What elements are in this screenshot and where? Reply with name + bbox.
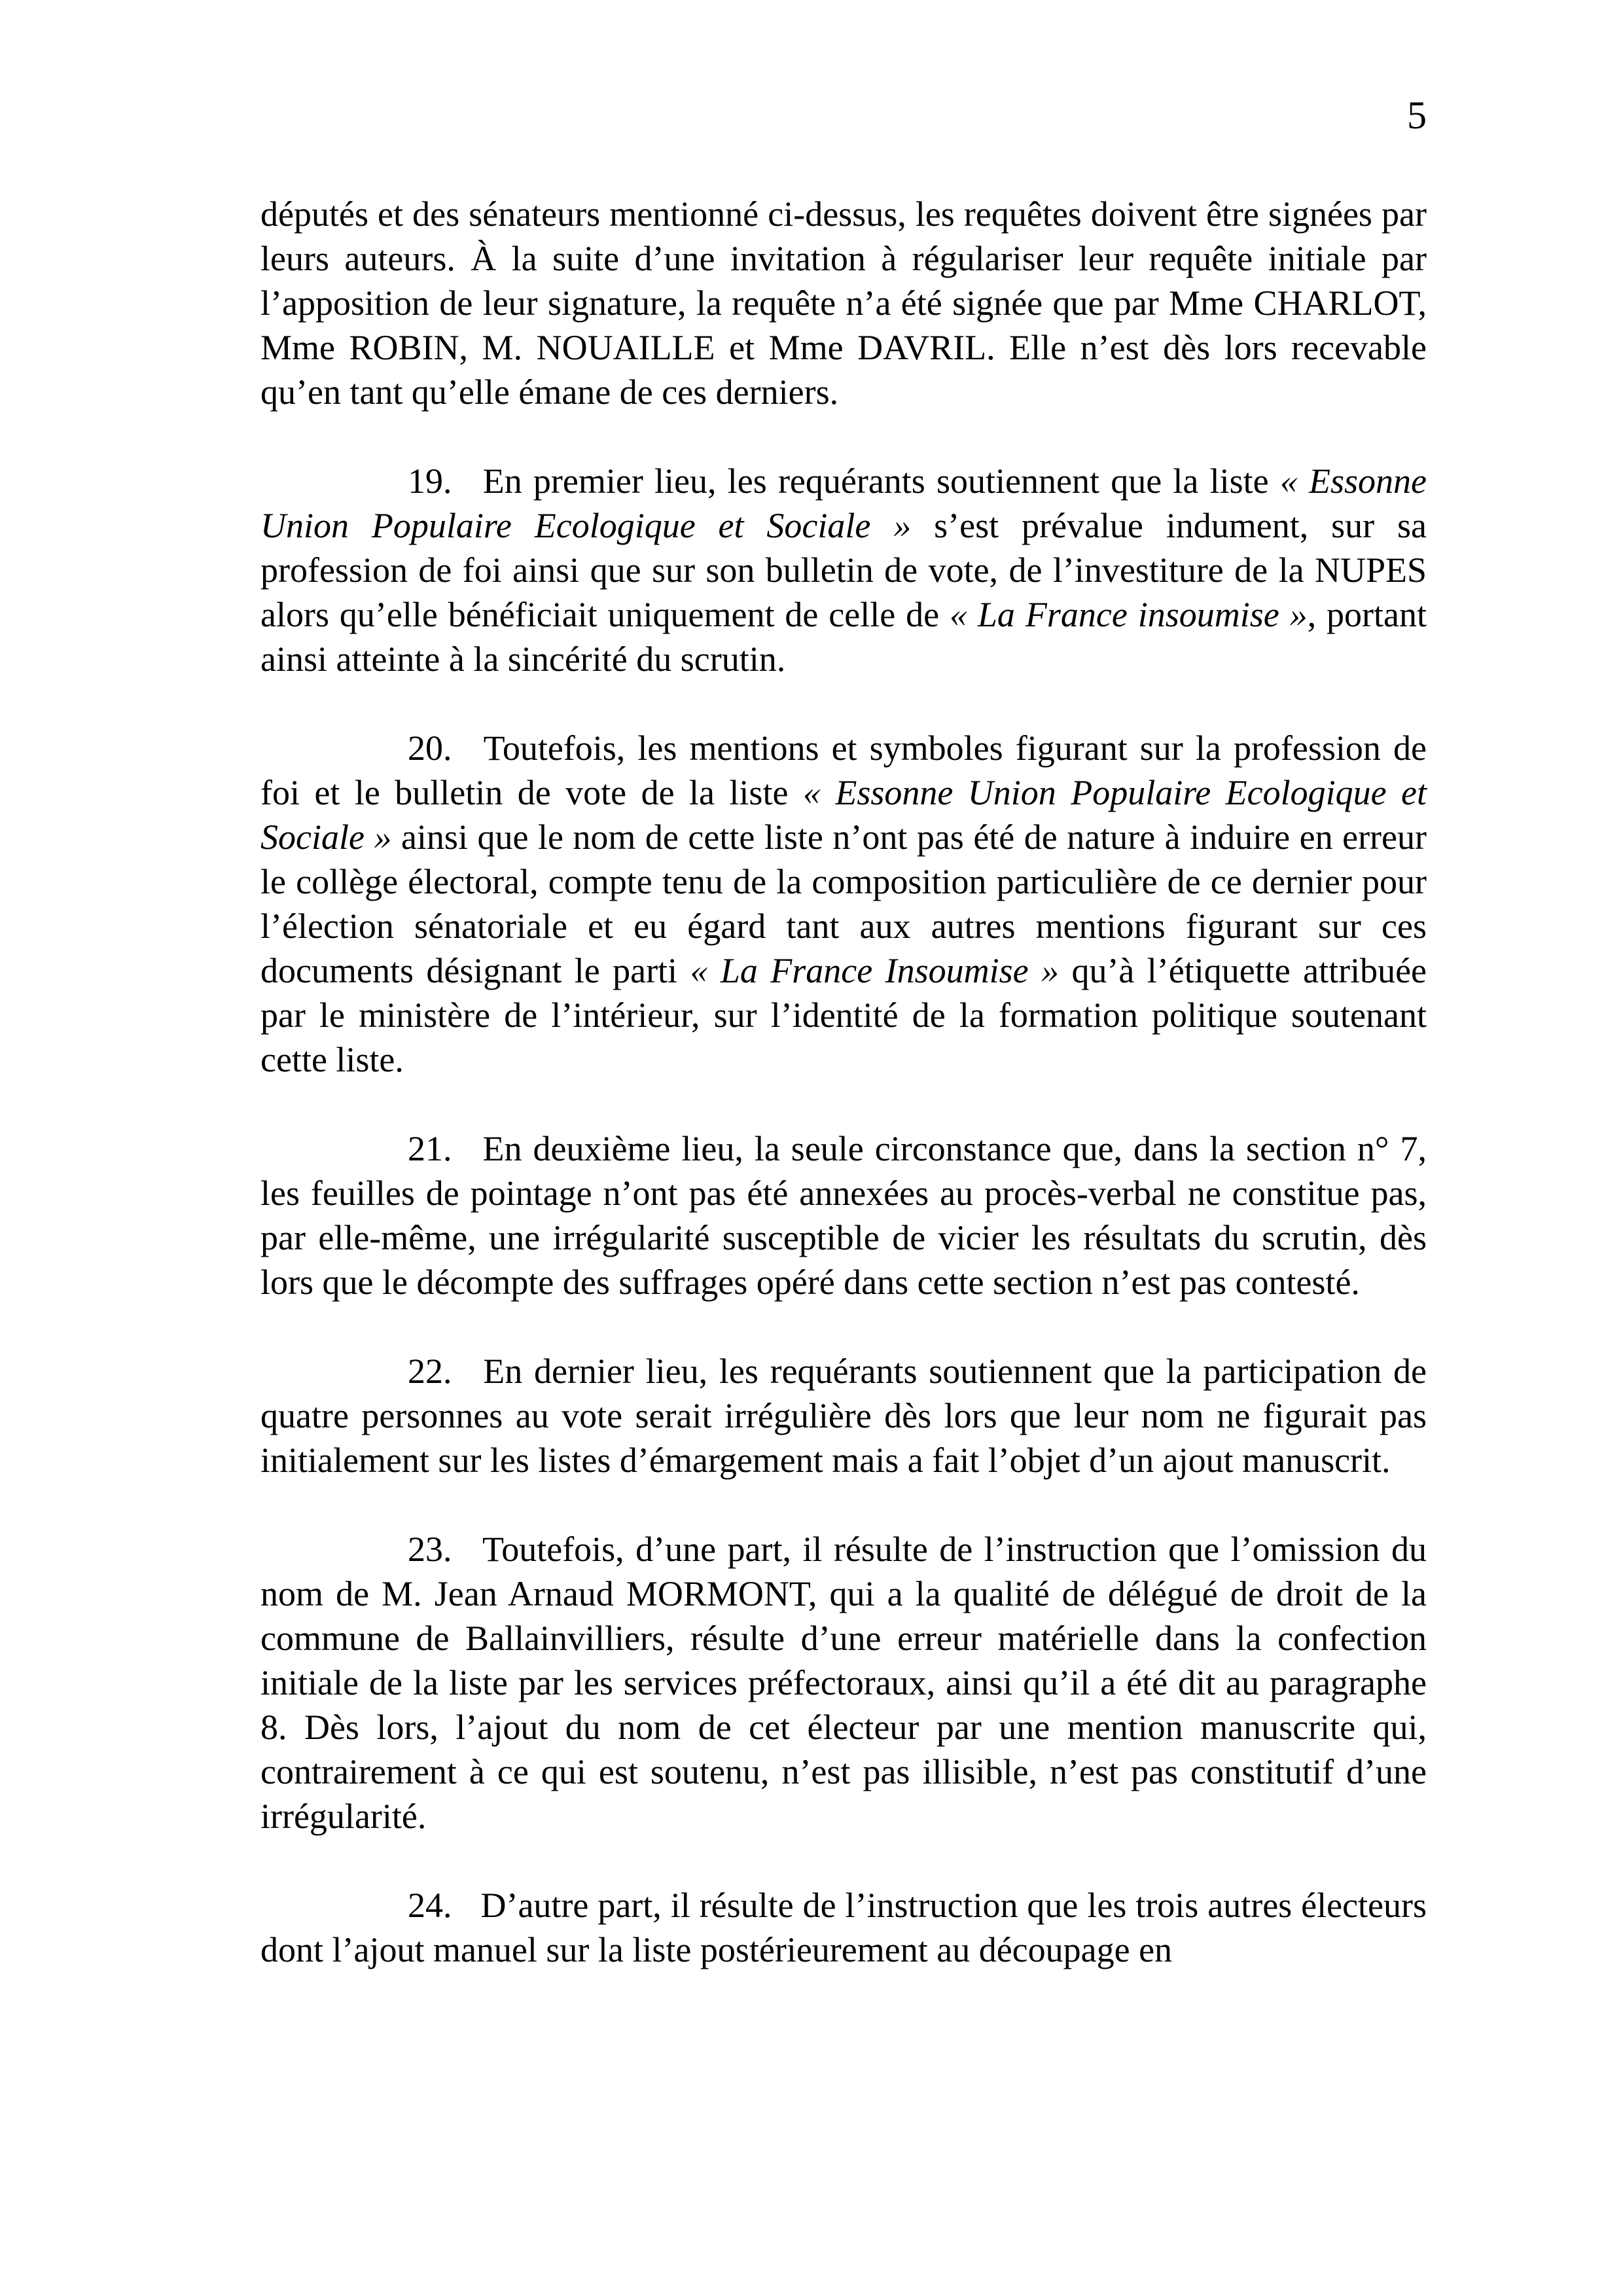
paragraph-number: 24. xyxy=(408,1886,452,1925)
paragraph-text: D’autre part, il résulte de l’instruction que les trois autres électeurs dont l’ajout manuel sur la liste postérieurement au découpage en xyxy=(260,1886,1427,1969)
paragraph-text: s’est prévalue indument, sur sa profession de foi ainsi que sur son bulletin de vote, de l’investiture de la NUPES alors qu’elle bénéficiait uniquement de celle de xyxy=(260,506,1427,634)
paragraph-19 xyxy=(260,459,1427,681)
list-name-italic: « La France insoumise » xyxy=(949,595,1308,634)
document-body xyxy=(260,192,1427,2017)
paragraph-text: En premier lieu, les requérants soutiennent que la liste xyxy=(482,461,1280,501)
page-number: 5 xyxy=(1407,94,1427,137)
paragraph-number: 21. xyxy=(408,1129,452,1168)
paragraph-22 xyxy=(260,1349,1427,1482)
paragraph-number: 20. xyxy=(408,728,452,768)
paragraph-text: En dernier lieu, les requérants soutiennent que la participation de quatre personnes au vote serait irrégulière dès lors que leur nom ne figurait pas initialement sur les listes d’émargement mais a fait l’objet d’un ajout manuscrit. xyxy=(260,1352,1427,1480)
paragraph-text: Toutefois, les mentions et symboles figurant sur la profession de foi et le bulletin de vote de la liste xyxy=(260,728,1427,812)
paragraph-text: Toutefois, d’une part, il résulte de l’instruction que l’omission du nom de M. Jean Arnaud MORMONT, qui a la qualité de délégué de droit de la commune de Ballainvilliers, résulte d’une erreur matérielle dans la confection initiale de la liste par les services préfectoraux, ainsi qu’il a été dit au paragraphe 8. Dès lors, l’ajout du nom de cet électeur par une mention manuscrite qui, contrairement à ce qui est soutenu, n’est pas illisible, n’est pas constitutif d’une irrégularité. xyxy=(260,1530,1427,1836)
paragraph-continuation xyxy=(260,192,1427,414)
paragraph-21 xyxy=(260,1126,1427,1304)
list-name-italic: « Essonne Union Populaire Ecologique et Sociale » xyxy=(260,461,1427,545)
paragraph-number: 23. xyxy=(408,1530,452,1569)
paragraph-23 xyxy=(260,1527,1427,1839)
paragraph-number: 19. xyxy=(408,461,452,501)
list-name-italic: « Essonne Union Populaire Ecologique et Sociale » xyxy=(260,773,1427,857)
list-name-italic: « La France Insoumise » xyxy=(690,951,1060,990)
paragraph-text: En deuxième lieu, la seule circonstance que, dans la section n° 7, les feuilles de pointage n’ont pas été annexées au procès-verbal ne constitue pas, par elle-même, une irrégularité susceptible de vicier les résultats du scrutin, dès lors que le décompte des suffrages opéré dans cette section n’est pas contesté. xyxy=(260,1129,1427,1302)
paragraph-20 xyxy=(260,726,1427,1082)
paragraph-text: députés et des sénateurs mentionné ci-dessus, les requêtes doivent être signées par leurs auteurs. À la suite d’une invitation à régulariser leur requête initiale par l’apposition de leur signature, la requête n’a été signée que par Mme CHARLOT, Mme ROBIN, M. NOUAILLE et Mme DAVRIL. Elle n’est dès lors recevable qu’en tant qu’elle émane de ces derniers. xyxy=(260,194,1427,412)
paragraph-text: ainsi que le nom de cette liste n’ont pas été de nature à induire en erreur le collège électoral, compte tenu de la composition particulière de ce dernier pour l’élection sénatoriale et eu égard tant aux autres mentions figurant sur ces documents désignant le parti xyxy=(260,817,1427,990)
paragraph-24 xyxy=(260,1883,1427,1972)
paragraph-number: 22. xyxy=(408,1352,452,1391)
paragraph-text: qu’à l’étiquette attribuée par le ministère de l’intérieur, sur l’identité de la formation politique soutenant cette liste. xyxy=(260,951,1427,1079)
paragraph-text: , portant ainsi atteinte à la sincérité du scrutin. xyxy=(260,595,1427,679)
